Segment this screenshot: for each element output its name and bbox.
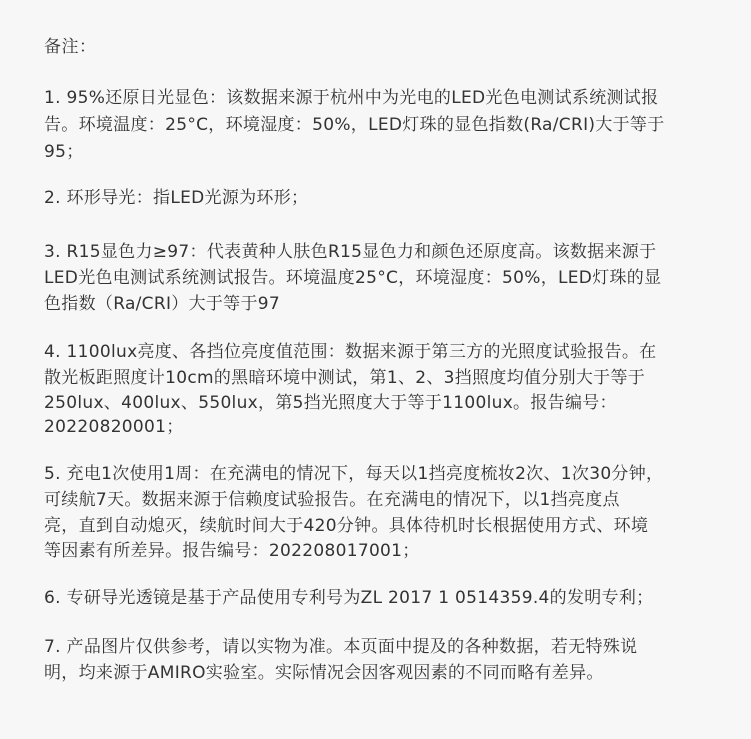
note-4-line-2: 散光板距照度计10cm的黑暗环境中测试，第1、2、3挡照度均值分别大于等于 <box>44 368 646 388</box>
note-4-line-3: 250lux、400lux、550lux，第5挡光照度大于等于1100lux。报告编号： <box>44 393 617 413</box>
note-4-line-1: 4. 1100lux亮度、各挡位亮度值范围：数据来源于第三方的光照度试验报告。在 <box>44 342 657 362</box>
notes-title: 备注： <box>44 37 97 57</box>
note-7-line-1: 7. 产品图片仅供参考，请以实物为准。本页面中提及的各种数据，若无特殊说 <box>44 637 638 657</box>
note-4-line-4: 20220820001； <box>44 417 184 437</box>
note-3-line-1: 3. R15显色力≥97：代表黄种人肤色R15显色力和颜色还原度高。该数据来源于 <box>44 242 657 262</box>
note-7-line-2: 明，均来源于AMIRO实验室。实际情况会因客观因素的不同而略有差异。 <box>44 663 604 683</box>
note-5-line-3: 亮，直到自动熄灭，续航时间大于420分钟。具体待机时长根据使用方式、环境 <box>44 516 649 536</box>
note-3-line-2: LED光色电测试系统测试报告。环境温度25°C，环境湿度：50%，LED灯珠的显 <box>44 268 662 288</box>
note-5-line-4: 等因素有所差异。报告编号：202208017001； <box>44 541 420 561</box>
note-5-line-2: 可续航7天。数据来源于信赖度试验报告。在充满电的情况下，以1挡亮度点 <box>44 490 620 510</box>
note-5-line-1: 5. 充电1次使用1周：在充满电的情况下，每天以1挡亮度梳妆2次、1次30分钟， <box>44 464 664 484</box>
note-1-line-1: 1. 95%还原日光显色：该数据来源于杭州中为光电的LED光色电测试系统测试报 <box>44 88 659 108</box>
note-3-line-3: 色指数（Ra/CRI）大于等于97 <box>44 294 281 314</box>
note-2-line-1: 2. 环形导光：指LED光源为环形； <box>44 188 309 208</box>
note-6-line-1: 6. 专研导光透镜是基于产品使用专利号为ZL 2017 1 0514359.4的发明专利； <box>44 588 654 608</box>
note-1-line-2: 告。环境温度：25°C，环境湿度：50%，LED灯珠的显色指数(Ra/CRI)大于等于 <box>44 115 665 135</box>
note-1-line-3: 95； <box>44 142 84 162</box>
